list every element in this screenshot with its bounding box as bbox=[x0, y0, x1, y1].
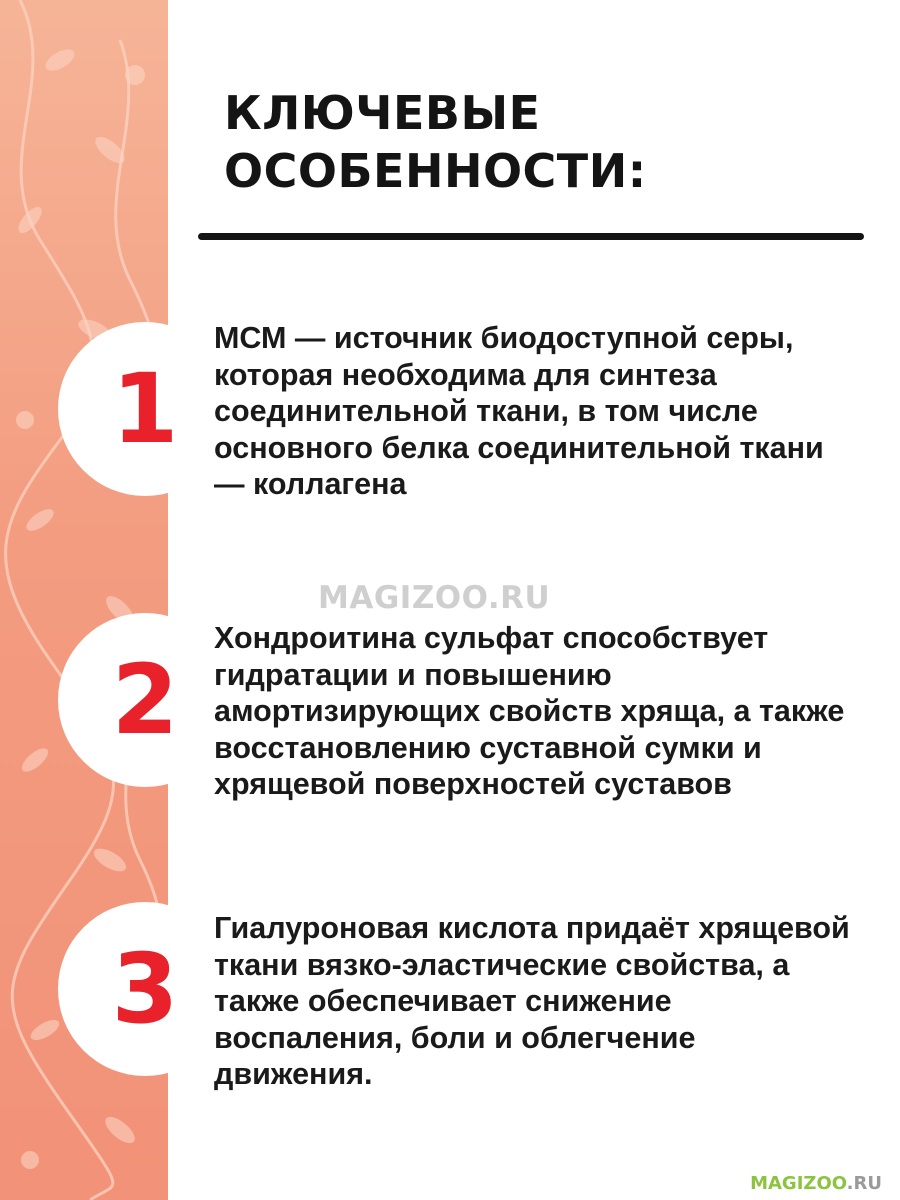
watermark-text: MAGIZOO.RU bbox=[318, 580, 551, 616]
title-divider bbox=[198, 233, 864, 240]
logo-part-name: MAGIZOO bbox=[750, 1173, 847, 1194]
feature-text: Хондроитина сульфат способствует гидратации и повышению амортизирующих свойств хряща, а также восстановлению суставной сумки и хрящевой поверхностей суставов bbox=[214, 621, 845, 801]
number-badge bbox=[58, 613, 232, 787]
feature-number: 3 bbox=[111, 933, 179, 1045]
page-title bbox=[224, 84, 844, 200]
number-badge bbox=[58, 902, 232, 1076]
logo-part-domain: .RU bbox=[846, 1173, 882, 1194]
number-badge bbox=[58, 322, 232, 496]
feature-number: 1 bbox=[111, 353, 179, 465]
feature-number: 2 bbox=[111, 644, 179, 756]
feature-text: МСМ — источник биодоступной серы, которая необходима для синтеза соединительной ткани, в том числе основного белка соединительной ткани — коллагена bbox=[214, 321, 824, 501]
brand-logo bbox=[750, 1173, 882, 1194]
feature-text: Гиалуроновая кислота придаёт хрящевой ткани вязко-эластические свойства, а также обеспечивает снижение воспаления, боли и облегчение движения. bbox=[214, 911, 850, 1091]
title-line-2: ОСОБЕННОСТИ: bbox=[224, 144, 647, 198]
title-line-1: КЛЮЧЕВЫЕ bbox=[224, 86, 541, 140]
